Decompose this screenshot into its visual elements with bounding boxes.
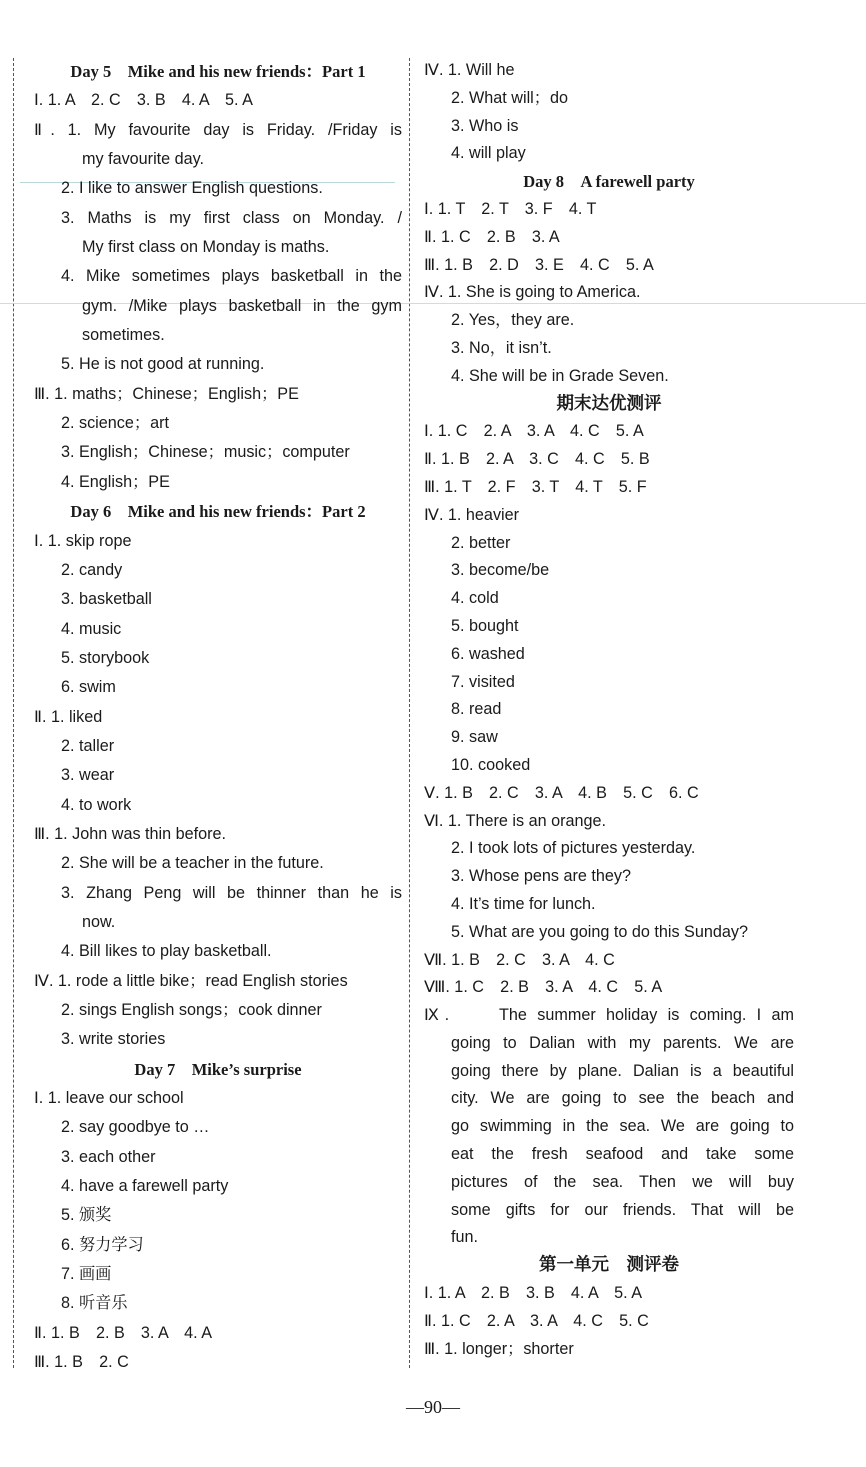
- answer-item: 2. Yes，they are.: [451, 311, 575, 330]
- answer-item: 3. Zhang Peng will be thinner than he is: [61, 883, 402, 902]
- answer-item: 4. Mike sometimes plays basketball in the: [61, 267, 402, 286]
- section-heading: 第一单元 测评卷: [539, 1255, 679, 1276]
- answer-item: 5. storybook: [61, 648, 150, 667]
- answer-item: 8. read: [451, 700, 502, 719]
- answer-item: 10. cooked: [451, 755, 531, 774]
- answer-part-line: Ⅴ. 1. B 2. C 3. A 4. B 5. C 6. C: [424, 783, 699, 802]
- answer-item: 7. visited: [451, 672, 515, 691]
- answer-item: 4. She will be in Grade Seven.: [451, 366, 669, 385]
- answer-part-line: Ⅶ. 1. B 2. C 3. A 4. C: [424, 950, 615, 969]
- answer-part-line: Ⅲ. 1. B 2. C: [34, 1353, 129, 1372]
- answer-item: 5. bought: [451, 616, 519, 635]
- answer-continuation: gym. /Mike plays basketball in the gym: [82, 296, 402, 315]
- section-heading: 期末达优测评: [556, 393, 662, 414]
- answer-part-line: Ⅸ. The summer holiday is coming. I am: [424, 1006, 794, 1025]
- answer-part-line: Ⅱ. 1. liked: [34, 707, 103, 726]
- answer-part-line: Ⅱ. 1. C 2. B 3. A: [424, 227, 560, 246]
- answer-item: 3. write stories: [61, 1030, 166, 1049]
- essay-line: going there by plane. Dalian is a beautiful: [451, 1061, 794, 1080]
- answer-part-line: Ⅰ. 1. skip rope: [34, 531, 132, 550]
- answer-item: 5. He is not good at running.: [61, 355, 265, 374]
- answer-item: 4. Bill likes to play basketball.: [61, 942, 272, 961]
- answer-part-line: Ⅱ. 1. My favourite day is Friday. /Friday is: [34, 120, 402, 139]
- answer-column-right: [424, 57, 794, 1363]
- answer-item: 4. will play: [451, 144, 526, 163]
- answer-item: 3. Who is: [451, 116, 519, 135]
- page-number: —90—: [406, 1397, 460, 1417]
- essay-line: go swimming in the sea. We are going to: [451, 1117, 794, 1136]
- section-heading: Day 6 Mike and his new friends：Part 2: [70, 502, 366, 522]
- answer-part-line: Ⅵ. 1. There is an orange.: [424, 811, 607, 830]
- answer-item: 6. washed: [451, 644, 525, 663]
- answer-item: 2. sings English songs；cook dinner: [61, 1001, 322, 1019]
- answer-item: 8. 听音乐: [61, 1294, 128, 1313]
- answer-item: 3. basketball: [61, 590, 152, 609]
- answer-item: 3. Maths is my first class on Monday. /: [61, 208, 402, 227]
- answer-part-line: Ⅱ. 1. C 2. A 3. A 4. C 5. C: [424, 1311, 649, 1330]
- answer-item: 3. wear: [61, 766, 115, 785]
- answer-item: 5. What are you going to do this Sunday?: [451, 922, 748, 941]
- answer-item: 4. to work: [61, 795, 132, 814]
- answer-continuation: my favourite day.: [82, 150, 205, 169]
- answer-item: 6. 努力学习: [61, 1235, 144, 1254]
- answer-item: 4. have a farewell party: [61, 1177, 229, 1196]
- answer-part-line: Ⅰ. 1. A 2. C 3. B 4. A 5. A: [34, 91, 253, 110]
- answer-continuation: now.: [82, 912, 116, 931]
- answer-part-line: Ⅷ. 1. C 2. B 3. A 4. C 5. A: [424, 978, 663, 997]
- section-heading: Day 7 Mike’s surprise: [134, 1059, 302, 1079]
- answer-item: 2. What will；do: [451, 88, 568, 107]
- answer-item: 2. I took lots of pictures yesterday.: [451, 839, 696, 858]
- column-divider-center: [409, 58, 410, 1368]
- essay-line: eat the fresh seafood and take some: [451, 1145, 794, 1164]
- answer-part-line: Ⅳ. 1. heavier: [424, 505, 520, 524]
- essay-line: fun.: [451, 1228, 479, 1247]
- answer-part-line: Ⅲ. 1. longer；shorter: [424, 1339, 574, 1358]
- answer-item: 2. science；art: [61, 414, 169, 433]
- answer-part-line: Ⅳ. 1. rode a little bike；read English stories: [34, 971, 348, 990]
- answer-item: 3. English；Chinese；music；computer: [61, 443, 350, 462]
- essay-line: some gifts for our friends. That will be: [451, 1200, 794, 1219]
- answer-part-line: Ⅰ. 1. C 2. A 3. A 4. C 5. A: [424, 422, 644, 441]
- answer-item: 2. candy: [61, 560, 123, 579]
- essay-line: pictures of the sea. Then we will buy: [451, 1172, 794, 1191]
- answer-item: 3. each other: [61, 1147, 156, 1166]
- answer-item: 4. cold: [451, 589, 499, 608]
- answer-item: 3. No，it isn’t.: [451, 338, 552, 357]
- answer-item: 2. say goodbye to …: [61, 1118, 210, 1137]
- answer-item: 9. saw: [451, 728, 498, 747]
- answer-continuation: sometimes.: [82, 326, 165, 345]
- answer-item: 2. better: [451, 533, 511, 552]
- answer-item: 2. I like to answer English questions.: [61, 179, 323, 198]
- answer-item: 3. become/be: [451, 561, 550, 580]
- column-divider-left: [13, 58, 14, 1368]
- answer-part-line: Ⅰ. 1. leave our school: [34, 1089, 184, 1108]
- answer-part-line: Ⅱ. 1. B 2. B 3. A 4. A: [34, 1323, 213, 1342]
- answer-column-left: [34, 57, 402, 1377]
- answer-part-line: Ⅳ. 1. Will he: [424, 61, 515, 79]
- answer-part-line: Ⅱ. 1. B 2. A 3. C 4. C 5. B: [424, 450, 650, 469]
- answer-item: 2. taller: [61, 736, 115, 755]
- answer-part-line: Ⅲ. 1. John was thin before.: [34, 824, 227, 843]
- answer-item: 2. She will be a teacher in the future.: [61, 854, 324, 873]
- answer-item: 4. It’s time for lunch.: [451, 894, 596, 913]
- section-heading: Day 5 Mike and his new friends：Part 1: [70, 62, 366, 81]
- answer-part-line: Ⅳ. 1. She is going to America.: [424, 283, 641, 302]
- section-heading: Day 8 A farewell party: [523, 172, 695, 192]
- answer-item: 7. 画画: [61, 1265, 112, 1284]
- answer-continuation: My first class on Monday is maths.: [82, 238, 330, 257]
- essay-line: going to Dalian with my parents. We are: [451, 1033, 794, 1052]
- answer-item: 4. music: [61, 619, 122, 638]
- answer-item: 3. Whose pens are they?: [451, 867, 631, 886]
- answer-part-line: Ⅲ. 1. B 2. D 3. E 4. C 5. A: [424, 255, 654, 274]
- answer-item: 4. English；PE: [61, 472, 170, 491]
- answer-part-line: Ⅰ. 1. T 2. T 3. F 4. T: [424, 199, 597, 218]
- answer-part-line: Ⅲ. 1. T 2. F 3. T 4. T 5. F: [424, 477, 647, 496]
- essay-line: city. We are going to see the beach and: [451, 1089, 794, 1108]
- answer-item: 6. swim: [61, 678, 116, 697]
- answer-item: 5. 颁奖: [61, 1206, 112, 1225]
- answer-part-line: Ⅰ. 1. A 2. B 3. B 4. A 5. A: [424, 1284, 643, 1303]
- answer-part-line: Ⅲ. 1. maths；Chinese；English；PE: [34, 384, 299, 403]
